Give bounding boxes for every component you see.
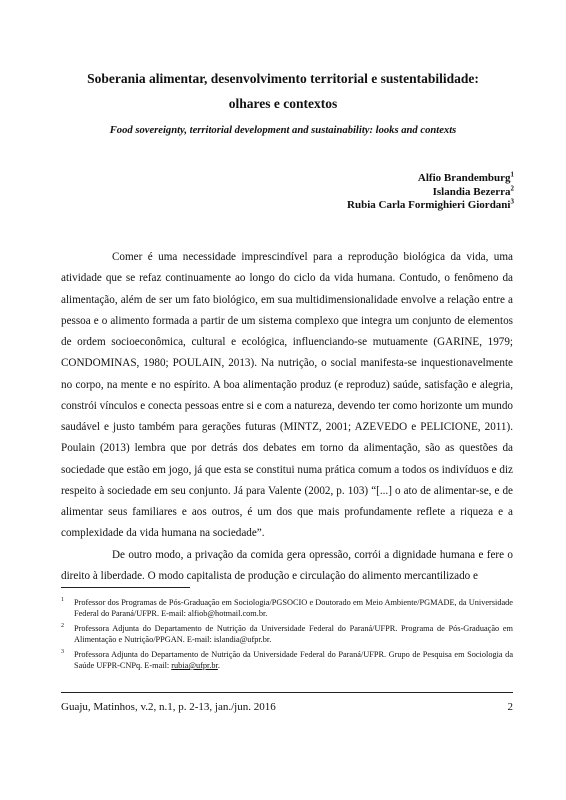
paper-title <box>60 66 506 116</box>
title-line-1: Soberania alimentar, desenvolvimento territorial e sustentabilidade: <box>87 71 479 86</box>
footnote-marker: 3 <box>510 197 514 206</box>
footnote-marker: 1 <box>510 170 514 179</box>
footnote-text: Professora Adjunta do Departamento de Nutrição da Universidade Federal do Paraná/UFPR. Programa de Pós-Graduação em Alimentação e Nutrição/PPGAN. E-mail: islandia@ufpr.br. <box>74 623 513 645</box>
footnote-number: 3 <box>61 648 64 655</box>
footnote-marker: 2 <box>510 183 514 192</box>
footnote-number: 1 <box>61 597 64 603</box>
email-link[interactable]: rubia@ufpr.br <box>171 661 218 671</box>
footnote <box>61 623 513 645</box>
title-line-2: olhares e contextos <box>228 96 338 111</box>
english-title: Food sovereignty, territorial development and sustainability: looks and contexts <box>109 125 457 136</box>
footnote-separator <box>61 587 190 588</box>
author-name: Rubia Carla Formighieri Giordani$^3$ <box>347 197 514 211</box>
author-name: Alfio Brandemburg$^1$ <box>417 170 514 184</box>
author-list <box>347 172 514 213</box>
footnote <box>61 649 513 671</box>
footer-separator <box>61 692 513 693</box>
footnote-text: Professor dos Programas de Pós-Graduação em Sociologia/PGSOCIO e Doutorado em Meio Ambiente/PGMADE, da Universidade Federal do Paraná/UFPR. E-mail: alfiob@hotmail.com.br. <box>74 598 513 619</box>
footnotes <box>61 597 513 675</box>
author-name: Islandia Bezerra$^2$ <box>432 183 514 198</box>
journal-citation: Guaju, Matinhos, v.2, n.1, p. 2-13, jan./jun. 2016 <box>61 701 276 713</box>
footnote-number: 2 <box>61 622 64 629</box>
page-number: 2 <box>507 701 513 713</box>
footnote-text: Professora Adjunta do Departamento de Nutrição da Universidade Federal do Paraná/UFPR. Grupo de Pesquisa em Sociologia da Saúde UFPR-CNPq. E-mail: <box>74 649 513 671</box>
body-paragraph: De outro modo, a privação da comida gera opressão, corrói a dignidade humana e fere o direito à liberdade. O modo capitalista de produção e circulação do alimento mercantilizado e <box>61 548 513 582</box>
footnote <box>61 597 513 619</box>
body-text <box>61 247 513 587</box>
body-paragraph: Comer é uma necessidade imprescindível para a reprodução biológica da vida, uma atividade que se refaz continuamente ao longo do ciclo da vida humana. Contudo, o fenômeno da alimentação, além de ser um fato biológico, em sua multidimensionalidade envolve a relação entre a pessoa e o alimento formada a partir de um sistema complexo que integra um conjunto de elementos de ordem socioeconômica, cultural e ecológica, influenciando-se mutuamente (GARINE, 1979; CONDOMINAS, 1980; POULAIN, 2013). Na nutrição, o social manifesta-se inquestionavelmente no corpo, na mente e no espírito. A boa alimentação produz (e reproduz) saúde, satisfação e alegria, constrói vínculos e conecta pessoas entre si e com a natureza, devendo ter como horizonte um mundo saudável e justo também para gerações futuras (MINTZ, 2001; AZEVEDO e PELICIONE, 2011). Poulain (2013) lembra que por detrás dos debates em torno da alimentação, são as questões da sociedade que estão em jogo, já que esta se constitui numa prática comum a todos os indivíduos e diz respeito à sociedade em seu conjunto. Já para Valente (2002, p. 103) “[...] o ato de alimentar-se, e de alimentar seus familiares e aos outros, é um dos que mais profundamente reflete a riqueza e a complexidade da vida humana na sociedade”. <box>61 251 513 540</box>
footnote-text-end: . <box>217 661 220 671</box>
